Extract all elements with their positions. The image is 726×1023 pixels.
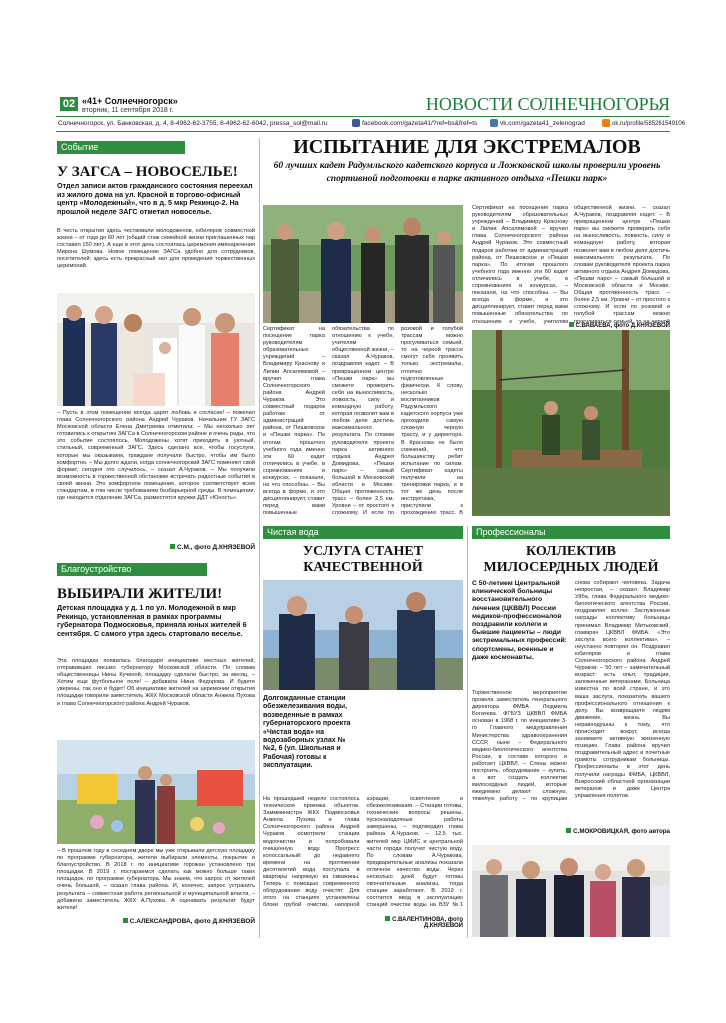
section-label-professionals: Профессионалы xyxy=(472,526,670,539)
zags-signature: С.М., фото Д.КНЯЗЕВОЙ xyxy=(57,544,255,551)
pros-headline: КОЛЛЕКТИВ МИЛОСЕРДНЫХ ЛЮДЕЙ xyxy=(483,544,659,575)
improve-headline: ВЫБИРАЛИ ЖИТЕЛИ! xyxy=(57,586,223,602)
zags-photo-art xyxy=(57,293,255,406)
zags-headline: У ЗАГСА – НОВОСЕЛЬЕ! xyxy=(57,164,238,180)
column-divider-left xyxy=(259,138,260,938)
extreme-subtitle: 60 лучших кадет Радумльского кадетского корпуса и Ложковской школы проверили уровень спортивной подготовки в парке активного отдыха «Пешки парк» xyxy=(273,161,661,184)
water-headline: УСЛУГА СТАНЕТ КАЧЕСТВЕННОЙ xyxy=(302,544,424,575)
pros-lead: С 50-летием Центральной клинической больницы восстановительного лечения (ЦКВВЛ) России медиков-профессионалов поздравили коллеги и бывшие пациенты – люди экстремальных профессий: спортсмены, военные и даже космонавты. xyxy=(472,580,567,661)
water-signature: С.ВАЛЕНТИНОВА, фото Д.КНЯЗЕВОЙ xyxy=(360,916,463,929)
zags-body-bottom: – Пусть в этом помещении всегда царят любовь и согласие! – пожелал глава Солнечногорского района Андрей Чураков. Начальник ГУ ЗАГС Московской области Елена Дмитриева отметила: – Мы несколько лет готовились к открытию ЗАГСа в Солнечногорском районе и очень рады, что это событие состоялось. Молодожены хотят приходить в уютный, стильный, современный ЗАГС. Здесь сделано все, чтобы госуслуги, которые мы оказываем, граждане получали быстро, чтобы им было комфортно. – Мы долго ждали, когда солнечногорский ЗАГС поменяет свой формат, сегодня это случилось, – сказал А.Чураков. – Мы получили возможность в торжественной обстановке встречать радостные события в своей жизни. Это комфортное помещение, которое соответствует всем стандартам, в том числе требованиям безбарьерной среды. В помещении, где находится отделение ЗАГСа, разместятся кружки ДДТ «Юность». xyxy=(57,410,255,502)
pros-lead-spacer xyxy=(472,580,568,690)
extreme-photo-cadets xyxy=(472,330,670,516)
section-label-water: Чистая вода xyxy=(263,526,463,539)
water-photo-art xyxy=(263,580,463,690)
improve-photo-art xyxy=(57,740,255,844)
publication-name: «41+ Солнечногорск» xyxy=(82,96,178,106)
section-label-event: Событие xyxy=(57,141,185,154)
ok-icon xyxy=(602,119,610,127)
pros-photo xyxy=(472,845,670,937)
facebook-link[interactable]: facebook.com/gazeta41/?ref=bs&fref=ts xyxy=(352,118,482,130)
pros-body: Торжественное мероприятие провела заместитель генерального директора ФМБА Людмила Богачева. ФГБУЗ ЦКВВЛ ФМБА основан в 1968 г. по инициативе 3-го Главного медуправления Министерства здравоохранения СССР, ныне – Федерального медико-биологического агентства России, в составе которого и работает ЦКВВЛ. – Стены можно построить, оборудование – купить, а вот создать коллектив милосердных людей, которые ежедневно делают сложную, тяжелую работу – по крупицам снова собирают человека. Задача непростая, – сказал Владимир Уйба, глава Федерального медико-биологического агентства России, поздравляя коллег. Заслуженные награды коллективу больницы принимал Владимир Митьковский, главврач ЦКВВЛ ФМБА. «Это заслуга всего коллектива», – неустанно повторял он. Поздравил юбиляров и глава Солнечногорского района Андрей Чураков: – 50 лет – замечательный возраст: есть опыт, традиции, заложенные ветеранами. Больница известна по всей стране, и это ваша заслуга, показатель вашего профессионального отношения к делу. Вы возвращаете людям движение, жизнь. Вы неравнодушны к тому, что происходит вокруг, всегда занимаете активную жизненную позицию. Глава района вручил поздравительный адрес и почетные грамоты сотрудникам больницы. Профессионалы в этот день получили награды ФМБА, ЦКВВЛ, Вокросский областной организации ветеранов и даже Центра управления полетов. xyxy=(472,580,670,803)
zags-body-top: В честь открытия здесь чествовали молодоженов, юбиляров совместной жизни – от года до 60 лет (общий стаж семейной жизни приглашенных пар составил 150 лет). А еще в этот день состоялась церемония имянаречения Мирона Шумова. Новое помещение ЗАГСа удобно для сотрудников, посетителей; здесь есть прекрасный зал для проведения торжественных церемоний. xyxy=(57,228,255,270)
page-number: 02 xyxy=(60,97,78,111)
vk-link[interactable]: vk.com/gazeta41_zelenograd xyxy=(490,118,600,130)
extreme-body-continued: Сертификат на посещение парка руководителям образовательных учреждений – Владимиру Краснову и Лилии Апсалямовой – вручил глава Солнечногорского района Андрей Чураков. Это совместный подарок работам от администраций района, от Пешковское и «Пешки парка». По итогам прошлого учебного года именно эти 60 кадет отличились в учебе, в соревнованиях и конкурсах, – показали, на что способны. – Вы всегда в форме, и это дисциплинирует, ставит перед вами повышенные обязательства по отношению к учебе, учителям общественной жизни, – сказал А.Чураков, поздравляя кадет. – В превращенном центре «Пешки парк» вы сможете проверить себя на выносливость, ловкость, силу и командную работу, которая позволит вам в любом деле достичь максимального результата. По словам руководителя проекта парка активного отдыха Андрея Домидова, «Пешки парк» – самый большой в Московской области и Москве. Общая протяженность трасс – более 2,5 км. Уровни – от простого к сложному. И если по розовой и голубой трассам можно прогуливаться семьей, то на черной xyxy=(472,205,670,325)
improve-photo xyxy=(57,740,255,844)
improve-signature: С.АЛЕКСАНДРОВА, фото Д.КНЯЗЕВОЙ xyxy=(57,918,255,925)
vk-icon xyxy=(490,119,498,127)
ok-link[interactable]: ok.ru/profile/585261549106 xyxy=(602,118,672,130)
improve-body-top: Эта площадка появилась благодаря инициативе местных жителей, отправивших письмо губернатору Московской области. По словам общественницы Нины Кучиной, площадку сделали быстро, за месяц. – Хотим еще футбольное поле! – добавила Нина Федорова. И будете уверены, так оно и будет! Об инициативе жителей на церемонии открытия площадки говорили заместитель ЖКХ Московской области Анжела Пухова и глава Солнечногорского района Андрей Чураков. xyxy=(57,658,255,707)
header-rule-top xyxy=(56,116,670,117)
extreme-body: Сертификат на посещение парка руководителям образовательных учреждений – Владимиру Краснову и Лилии Апсалямовой – вручил глава Солнечногорского района Андрей Чураков. Это совместный подарок работам от администраций района, от Пешковское и «Пешки парка». По итогам прошлого учебного года именно эти 60 кадет отличились в учебе, в соревнованиях и конкурсах, – показали, на что способны. – Вы всегда в форме, и это дисциплинирует, ставит перед вами повышенные обязательства по отношению к учебе, учителям общественной жизни, – сказал А.Чураков, поздравляя кадет. – В превращенном центре «Пешки парк» вы сможете проверить себя на выносливость, ловкость, силу и командную работу, которая позволит вам в любом деле достичь максимального результата. По словам руководителя проекта парка активного отдыха Андрея Домидова, «Пешки парк» – самый большой в Московской области и Москве. Общая протяженность трасс – более 2,5 км. Уровни – от простого к сложному. И если по розовой и голубой трассам можно прогуливаться семьей, то на черной трассе смогут себя проявить только экстремалы, отлично подготовленные физически. К слову, несколько воспитанников Радумльского кадетского корпуса уже проходили самую сложную черную трассу, и у директора. В Краснова не было сомнений, что большинству ребят испытание по силам. Сертификат кадеты получили на тренировки парка, и в тот же день после инструктажа, приступили к прохождению трасс. В xyxy=(263,326,463,517)
pros-photo-art xyxy=(472,845,670,937)
zags-photo xyxy=(57,293,255,406)
zags-lead: Отдел записи актов гражданского состояния переехал из жилого дома на ул. Красной в торгово-офисный центр «Молодежный», что в д. 5 мкр Рекинцо-2. На прошлой неделе ЗАГС отметил новоселье. xyxy=(57,182,253,216)
water-lead: Долгожданные станции обезжелезивания воды, возведенные в рамках губернаторского проекта «Чистая вода» на водозаборных узлах №№2, 6 (ул. Школьная и Рабочая) готовы к эксплуатации. xyxy=(263,695,351,770)
extreme-photo-officials xyxy=(263,205,463,323)
facebook-icon xyxy=(352,119,360,127)
issue-date: вторник, 11 сентября 2018 г. xyxy=(82,107,174,114)
improve-lead: Детская площадка у д. 1 по ул. Молодежной в мкр Рекинцо, установленная в рамках программы губернатора Подмосковья, приняла юных жителей 6 сентября. С самого утра здесь стартовало веселье. xyxy=(57,604,247,638)
contact-address: Солнечногорск, ул. Банковская, д. 4, 8-4962-62-3755, 8-4962-62-6042, pressa_sol@mail.ru xyxy=(58,120,328,127)
extreme-photo-officials-art xyxy=(263,205,463,323)
water-photo xyxy=(263,580,463,690)
water-body: На прошедшей неделе состоялось техническое приемка объектов. Заммминистра ЖКХ Подмосковья Анжела Пухова и глава Солнечногорского района Андрей Чураков осмотрели станции водоочистки и попробовали очищенную воду. Прогресс колоссальный: до недавнего времени на протяжении десятилетий вода поступала в квартиры напрямую из скважины. Теперь с помощью современного оборудования воду очистят. Для этого на станциях установлены блоки грубой очистки, напорной аэрации, осветления и обезжелезивания. – Станции готовы, технические вопросы решены, пусконаладочные работы завершены, – подтвердил глава района А.Чураков. – 12,5 тыс. жителей мкр ЦМИС и центральной части города получат чистую воду. По словам А.Чуракова, предварительные анализы показали отличное качество воды. Через несколько дней будут готовы окончательные анализы, тогда станции заработают. В 2019 г. состоится ввод в эксплуатацию станций очистки воды на ВЗУ №1 xyxy=(263,796,463,909)
page-section-title: НОВОСТИ СОЛНЕЧНОГОРЬЯ xyxy=(425,94,670,114)
section-label-improvement: Благоустройство xyxy=(57,563,207,576)
column-divider-right xyxy=(467,526,468,938)
header-rule-bottom xyxy=(56,131,670,132)
improve-body-bottom: – В прошлом году в соседнем дворе мы уже открывали детскую площадку по программе губернатора, жители выбирали элементы, покрытие и благоустройство. В 2018 г. по инициативе горожан установлено три площадки. В 2019 г. постараемся сделать как можно больше таких площадок, по программе губернатора. Мы знаем, что запрос от жителей очень большой, – сказал глава района. И, конечно, запрос устранить результата – совместная работа региональной и муниципальной власти, – добавила заместитель ЖКХ А.Пухова. А оценивать результат будут жители! xyxy=(57,848,255,911)
extreme-signature: С.ВАВАЕВА, фото Д.КНЯЗЕВОЙ xyxy=(560,322,670,329)
extreme-headline: ИСПЫТАНИЕ ДЛЯ ЭКСТРЕМАЛОВ xyxy=(293,136,641,158)
pros-signature: С.МОКРОВИЦКАЯ, фото автора xyxy=(560,828,670,835)
extreme-photo-cadets-art xyxy=(472,330,670,516)
